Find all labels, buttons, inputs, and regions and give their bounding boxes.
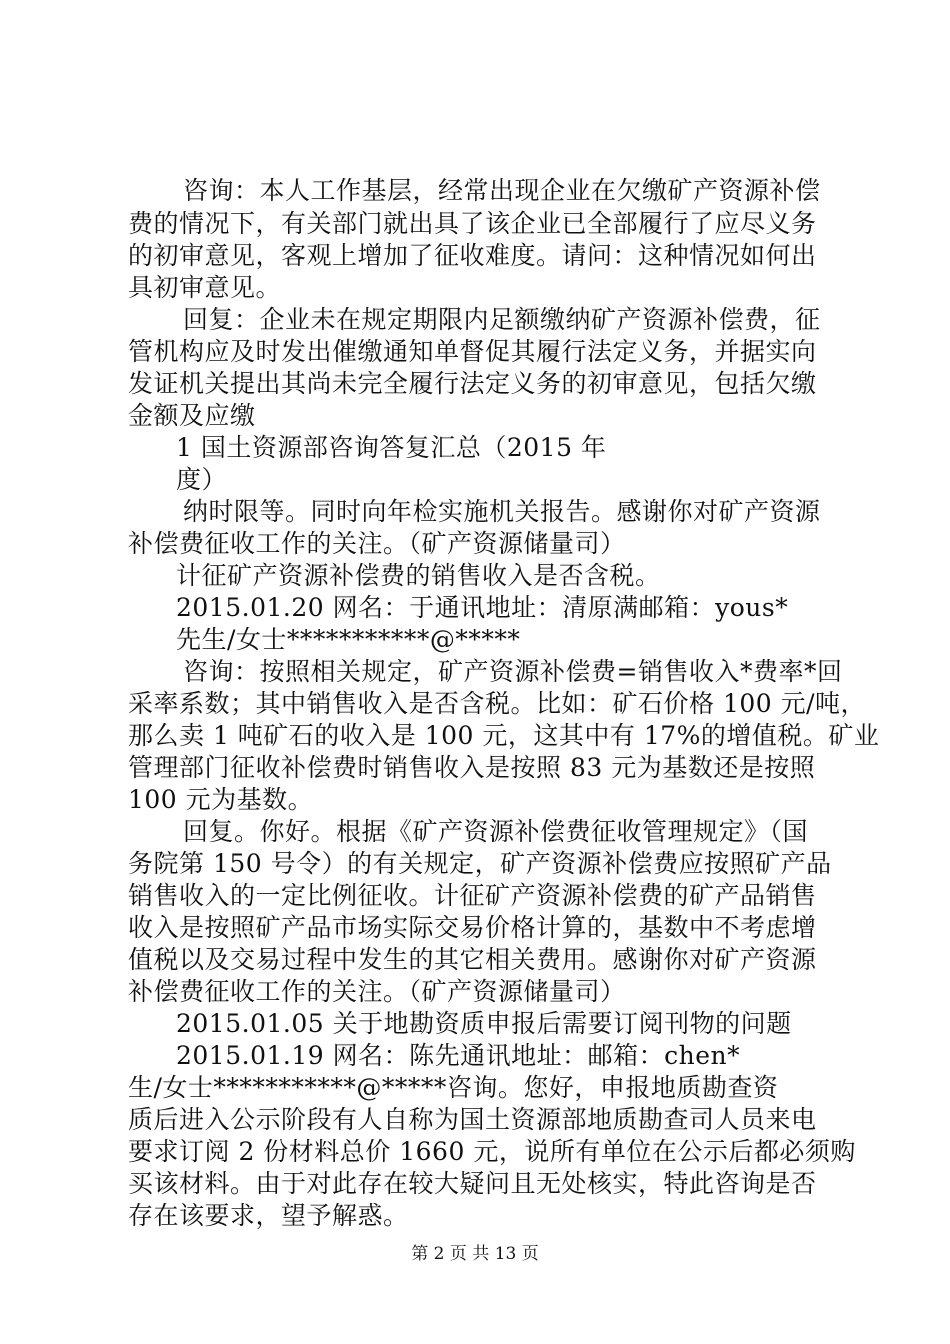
text-line: 发证机关提出其尚未完全履行法定义务的初审意见，包括欠缴 <box>128 369 817 398</box>
text-line: 计征矿产资源补偿费的销售收入是否含税。 <box>176 561 661 590</box>
text-line: 买该材料。由于对此存在较大疑问且无处核实，特此咨询是否 <box>128 1169 817 1198</box>
text-line: 回复：企业未在规定期限内足额缴纳矿产资源补偿费，征 <box>183 305 821 334</box>
text-line: 先生/女士***********@***** <box>176 625 521 654</box>
text-line: 销售收入的一定比例征收。计征矿产资源补偿费的矿产品销售 <box>128 881 817 910</box>
text-line: 2015.01.19 网名：陈先通讯地址：邮箱：chen* <box>176 1041 741 1070</box>
text-line: 100 元为基数。 <box>128 785 314 814</box>
text-line: 值税以及交易过程中发生的其它相关费用。感谢你对矿产资源 <box>128 945 817 974</box>
page-number-footer: 第 2 页 共 13 页 <box>411 1244 539 1264</box>
text-line: 管理部门征收补偿费时销售收入是按照 83 元为基数还是按照 <box>128 753 816 782</box>
text-line: 费的情况下，有关部门就出具了该企业已全部履行了应尽义务 <box>128 209 817 238</box>
text-line: 存在该要求，望予解惑。 <box>128 1201 409 1230</box>
text-line: 务院第 150 号令）的有关规定，矿产资源补偿费应按照矿产品 <box>128 849 832 878</box>
text-line: 的初审意见，客观上增加了征收难度。请问：这种情况如何出 <box>128 241 817 270</box>
text-line: 咨询：本人工作基层，经常出现企业在欠缴矿产资源补偿 <box>183 176 821 205</box>
text-line: 度） <box>176 465 228 494</box>
text-line: 要求订阅 2 份材料总价 1660 元，说所有单位在公示后都必须购 <box>128 1137 856 1166</box>
text-line: 管机构应及时发出催缴通知单督促其履行法定义务，并据实向 <box>128 337 817 366</box>
text-line: 具初审意见。 <box>128 273 282 302</box>
text-line: 2015.01.20 网名：于通讯地址：清原满邮箱：yous* <box>176 593 789 622</box>
text-line: 咨询：按照相关规定，矿产资源补偿费=销售收入*费率*回 <box>183 657 843 686</box>
text-line: 1 国土资源部咨询答复汇总（2015 年 <box>176 433 607 462</box>
text-line: 那么卖 1 吨矿石的收入是 100 元，这其中有 17%的增值税。矿业 <box>128 721 880 750</box>
text-line: 金额及应缴 <box>128 401 256 430</box>
text-line: 生/女士***********@*****咨询。您好，申报地质勘查资 <box>128 1073 779 1102</box>
text-line: 采率系数；其中销售收入是否含税。比如：矿石价格 100 元/吨， <box>128 689 867 718</box>
text-line: 补偿费征收工作的关注。（矿产资源储量司） <box>128 529 626 558</box>
text-line: 质后进入公示阶段有人自称为国土资源部地质勘查司人员来电 <box>128 1105 817 1134</box>
text-line: 2015.01.05 关于地勘资质申报后需要订阅刊物的问题 <box>176 1009 792 1038</box>
text-line: 收入是按照矿产品市场实际交易价格计算的，基数中不考虑增 <box>128 913 817 942</box>
text-line: 纳时限等。同时向年检实施机关报告。感谢你对矿产资源 <box>183 497 821 526</box>
text-line: 补偿费征收工作的关注。（矿产资源储量司） <box>128 977 626 1006</box>
text-line: 回复。你好。根据《矿产资源补偿费征收管理规定》（国 <box>183 817 809 846</box>
